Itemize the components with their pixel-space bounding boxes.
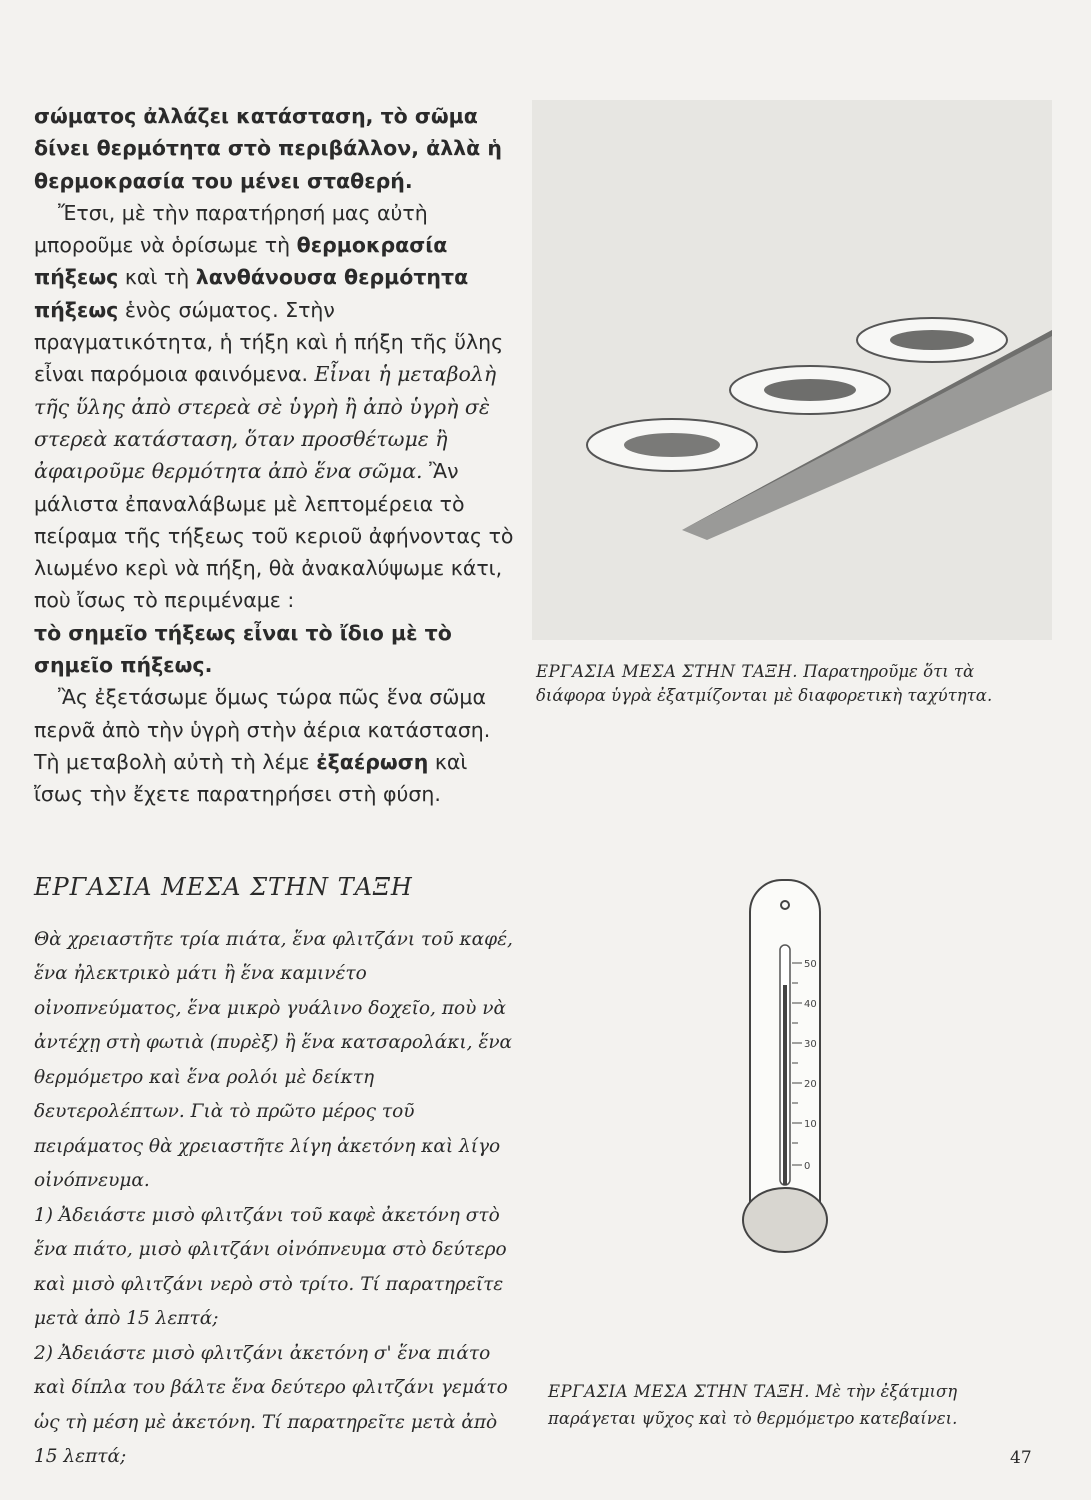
caption-label: ΕΡΓΑΣΙΑ ΜΕΣΑ ΣΤΗΝ ΤΑΞΗ. xyxy=(536,662,799,681)
thermometer-svg xyxy=(700,875,860,1275)
figure2-caption xyxy=(548,1378,1028,1432)
text-run: καὶ τὴ xyxy=(118,265,196,290)
left-column xyxy=(34,100,514,1475)
text-run: ἑνὸς σώματος. Στὴν πραγματικότητα, ἡ τήξη καὶ ἡ πήξη τῆς ὕλης εἶναι παρόμοια φαινόμενα. xyxy=(34,297,504,387)
scale-label: 10 xyxy=(804,1119,817,1130)
caption-text: Μὲ τὴν ἐξάτμιση παράγεται ψῦχος καὶ τὸ θερμόμετρο κατεβαίνει. xyxy=(548,1382,958,1428)
dishes-svg xyxy=(532,100,1052,640)
instructions-step-2: 2) Ἀδειάστε μισὸ φλιτζάνι ἀκετόνη σ' ἕνα πιάτο καὶ δίπλα του βάλτε ἕνα δεύτερο φλιτζάνι γεμάτο ὡς τὴ μέση μὲ ἀκετόνη. Τί παρατηρεῖτε μετὰ ἀπὸ 15 λεπτά; xyxy=(34,1342,508,1468)
scale-label: 50 xyxy=(804,959,817,970)
dishes-illustration xyxy=(532,100,1052,640)
paragraph-evaporation xyxy=(34,681,514,810)
scale-label: 30 xyxy=(804,1039,817,1050)
figure1-caption xyxy=(536,660,1021,708)
text-run: Ἔτσι, μὲ τὴν παρατήρησή μας αὐτὴ μποροῦμε νὰ ὁρίσωμε τὴ xyxy=(34,200,428,258)
section-heading: ΕΡΓΑΣΙΑ ΜΕΣΑ ΣΤΗΝ ΤΑΞΗ xyxy=(34,872,413,901)
italic-definition: Εἶναι ἡ μεταβολὴ τῆς ὕλης ἀπὸ στερεὰ σὲ ὑγρὴ ἢ ἀπὸ ὑγρὴ σὲ στερεὰ κατάσταση, ὅταν προσθέτωμε ἢ ἀφαιροῦμε θερμότητα ἀπὸ ἕνα σῶμα. xyxy=(34,362,497,484)
paragraph-state-change: σώματος ἀλλάζει κατάσταση, τὸ σῶμα δίνει θερμότητα στὸ περιβάλλον, ἀλλὰ ἡ θερμοκρασία του μένει σταθερή. xyxy=(34,104,502,193)
paragraph-definitions xyxy=(34,197,514,617)
thermometer-illustration xyxy=(700,875,860,1275)
thermometer-liquid xyxy=(783,985,787,1185)
text-run: Ἂν μάλιστα ἐπαναλάβωμε μὲ λεπτομέρεια τὸ πείραμα τῆς τήξεως τοῦ κεριοῦ ἀφήνοντας τὸ λιωμένο κερὶ νὰ πήξη, θὰ ἀνακαλύψωμε κάτι, ποὺ ἴσως τὸ περιμέναμε : xyxy=(34,459,514,613)
term-freezing-temperature: θερμοκρασία πήξεως xyxy=(34,233,448,290)
text-run: καὶ ἴσως τὴν ἔχετε παρατηρήσει στὴ φύση. xyxy=(34,749,468,807)
caption-label: ΕΡΓΑΣΙΑ ΜΕΣΑ ΣΤΗΝ ΤΑΞΗ. xyxy=(548,1382,811,1401)
scale-label: 0 xyxy=(804,1161,811,1172)
term-latent-heat: λανθάνουσα θερμότητα πήξεως xyxy=(34,265,469,322)
page-number: 47 xyxy=(1010,1448,1032,1468)
instructions-step-1: 1) Ἀδειάστε μισὸ φλιτζάνι τοῦ καφὲ ἀκετόνη στὸ ἕνα πιάτο, μισὸ φλιτζάνι οἰνόπνευμα στὸ δεύτερο καὶ μισὸ φλιτζάνι νερὸ στὸ τρίτο. Τί παρατηρεῖτε μετὰ ἀπὸ 15 λεπτά; xyxy=(34,1204,507,1330)
wet-cotton-bulb xyxy=(743,1188,827,1252)
scale-label: 20 xyxy=(804,1079,817,1090)
scale-label: 40 xyxy=(804,999,817,1010)
term-evaporation: ἐξαέρωση xyxy=(316,749,429,774)
paragraph-melting-point: τὸ σημεῖο τήξεως εἶναι τὸ ἴδιο μὲ τὸ σημεῖο πήξεως. xyxy=(34,620,452,678)
text-run: Ἂς ἐξετάσωμε ὅμως τώρα πῶς ἕνα σῶμα περνᾶ ἀπὸ τὴν ὑγρὴ στὴν ἀέρια κατάσταση. Τὴ μεταβολὴ αὐτὴ τὴ λέμε xyxy=(34,685,491,774)
instructions-materials: Θὰ χρειαστῆτε τρία πιάτα, ἕνα φλιτζάνι τοῦ καφέ, ἕνα ἠλεκτρικὸ μάτι ἢ ἕνα καμινέτο οἰνοπνεύματος, ἕνα μικρὸ γυάλινο δοχεῖο, ποὺ νὰ ἀντέχῃ στὴ φωτιὰ (πυρὲξ) ἢ ἕνα κατσαρολάκι, ἕνα θερμόμετρο καὶ ἕνα ρολόι μὲ δείκτη δευτερολέπτων. Γιὰ τὸ πρῶτο μέρος τοῦ πειράματος θὰ χρειαστῆτε λίγη ἀκετόνη καὶ λίγο οἰνόπνευμα. xyxy=(34,928,513,1192)
caption-text: Παρατηροῦμε ὅτι τὰ διάφορα ὑγρὰ ἐξατμίζονται μὲ διαφορετικὴ ταχύτητα. xyxy=(536,662,993,705)
